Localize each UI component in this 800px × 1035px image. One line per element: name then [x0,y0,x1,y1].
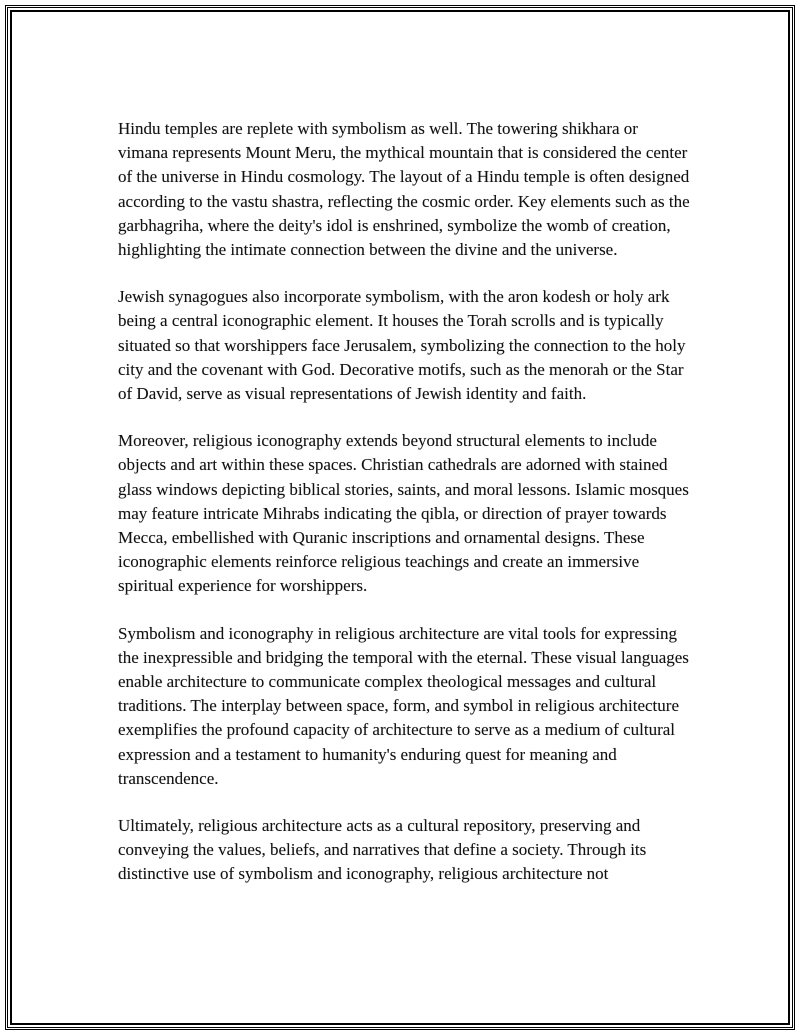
paragraph-cultural-repository: Ultimately, religious architecture acts as a cultural repository, preserving and conveying the values, beliefs, and narratives that define a society. Through its distinctive use of symbolism and iconography, religious architecture not [118,816,647,884]
paragraph-jewish-synagogues: Jewish synagogues also incorporate symbolism, with the aron kodesh or holy ark being a central iconographic element. It houses the Torah scrolls and is typically situated so that worshippers face Jerusalem, symbolizing the connection to the holy city and the covenant with God. Decorative motifs, such as the menorah or the Star of David, serve as visual representations of Jewish identity and faith. [118,287,686,404]
paragraph-religious-iconography: Moreover, religious iconography extends beyond structural elements to include objects and art within these spaces. Christian cathedrals are adorned with stained glass windows depicting biblical stories, saints, and moral lessons. Islamic mosques may feature intricate Mihrabs indicating the qibla, or direction of prayer towards Mecca, embellished with Quranic inscriptions and ornamental designs. These iconographic elements reinforce religious teachings and create an immersive spiritual experience for worshippers. [118,431,689,596]
paragraph-symbolism-iconography: Symbolism and iconography in religious architecture are vital tools for expressing the inexpressible and bridging the temporal with the eternal. These visual languages enable architecture to communicate complex theological messages and cultural traditions. The interplay between space, form, and symbol in religious architecture exemplifies the profound capacity of architecture to serve as a medium of cultural expression and a testament to humanity's enduring quest for meaning and transcendence. [118,623,689,788]
paragraph-hindu-temples: Hindu temples are replete with symbolism as well. The towering shikhara or vimana represents Mount Meru, the mythical mountain that is considered the center of the universe in Hindu cosmology. The layout of a Hindu temple is often designed according to the vastu shastra, reflecting the cosmic order. Key elements such as the garbhagriha, where the deity's idol is enshrined, symbolize the womb of creation, highlighting the intimate connection between the divine and the universe. [118,119,690,260]
document-body [118,117,690,910]
